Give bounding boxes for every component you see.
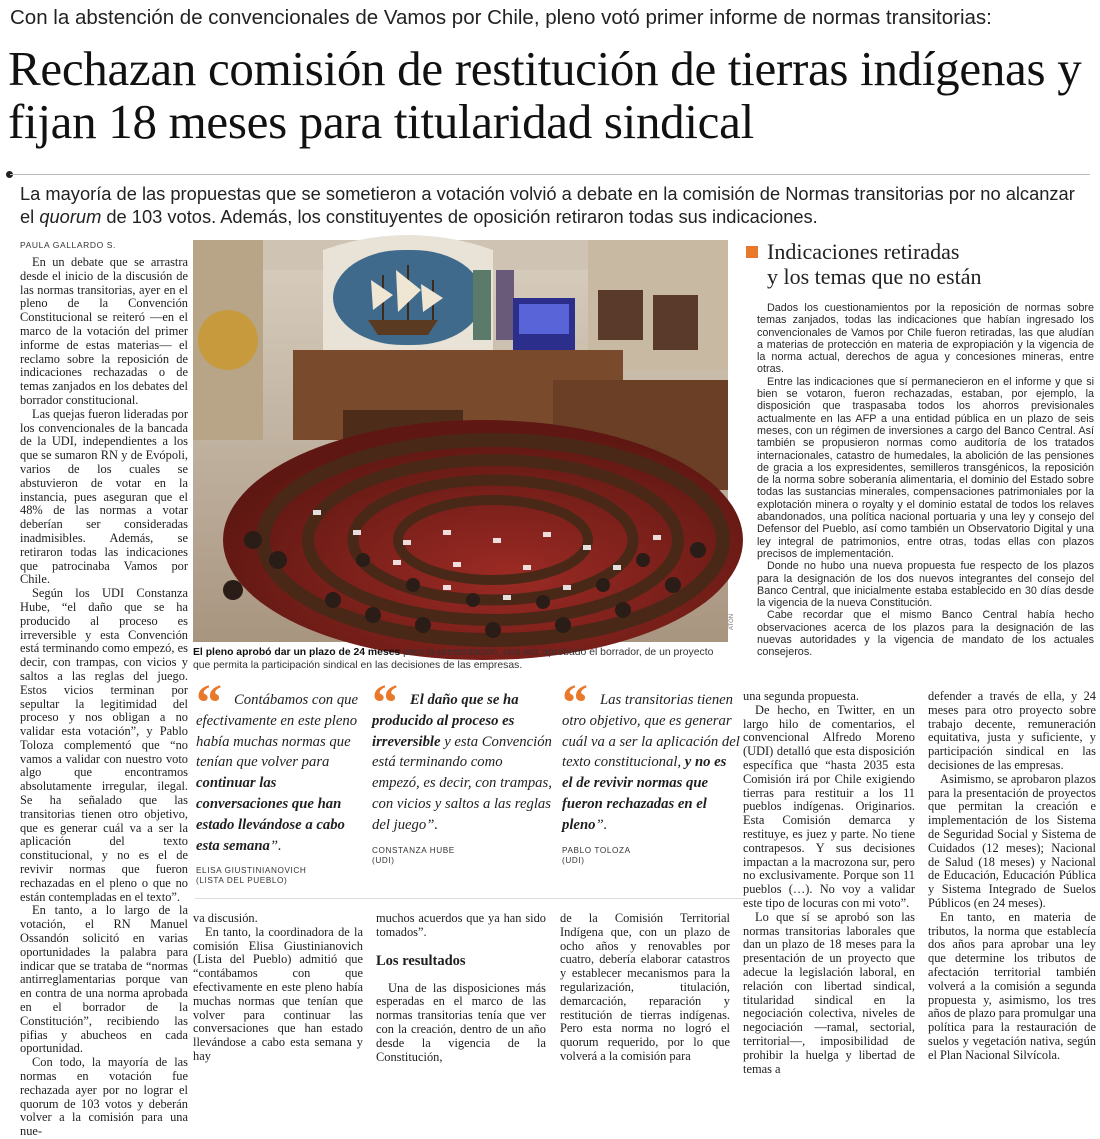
photo-caption (193, 646, 728, 672)
sidebar-paragraph: Dados los cuestionamientos por la reposición de normas sobre temas zanjados, todas las indicaciones que habían ingresado los convencionales de Vamos por Chile fueron retiradas, las que aludían a materias de protección en materia de expropiación y la vigencia de la norma actual, derechos de agua y concesiones mineras, entre otras. (757, 302, 1094, 376)
photo-credit: ATON (729, 613, 735, 630)
kicker: Con la abstención de convencionales de Vamos por Chile, pleno votó primer informe de normas transitorias: (10, 6, 992, 29)
quote-author: CONSTANZA HUBE (372, 845, 455, 855)
pull-quote (562, 675, 740, 866)
quote-text (562, 690, 740, 836)
body-paragraph: defender a través de ella, y 24 meses para otro proyecto sobre trabajo decente, remuneración equitativa, justa y suficiente, y participación sindical en las decisiones de las empresas. (928, 689, 1096, 772)
body-column-d (743, 689, 915, 1076)
left-paragraph: En un debate que se arrastra desde el inicio de la discusión de las normas transitorias, ayer en el pleno de la Convención Constitucional se reiteró —en el marco de la votación del primer informe de estas materias— el reclamo sobre la reposición de indicaciones rechazadas o de temas zanjados en los debates del borrador constitucional. (20, 255, 188, 407)
quote-bold: continuar las conversaciones que han estado llevándose a cabo esta semana (196, 775, 345, 854)
quote-author: ELISA GIUSTINIANOVICH (196, 866, 307, 876)
body-column-b (376, 912, 546, 1064)
byline: PAULA GALLARDO S. (20, 240, 117, 250)
caption-rest: para la presentación, una vez aprobado el borrador, de un proyecto que permita la participación sindical en las decisiones de las empresas. (193, 647, 714, 671)
body-paragraph: Lo que sí se aprobó son las normas transitorias laborales que dan un plazo de 18 meses para la presentación de un proyecto que adecue la legislación laboral, en relación con libertad sindical, titularidad sindical en la negociación colectiva, niveles de negociación —ramal, sectorial, territorial—, imposibilidad de prohibir la huelga y libertad de temas a (743, 909, 915, 1076)
chamber-photo (193, 240, 728, 642)
body-paragraph: muchos acuerdos que ya han sido tomados”. (376, 911, 546, 939)
sidebar-title-line2: y los temas que no están (767, 264, 982, 289)
sidebar-body (757, 302, 1094, 659)
standfirst-italic: quorum (39, 206, 102, 227)
quote-affiliation: (LISTA DEL PUEBLO) (196, 876, 288, 886)
quote-mark-icon: “ (372, 675, 390, 732)
body-paragraph: De hecho, en Twitter, en un largo hilo de comentarios, el convencional Alfredo Moreno (UDI) detalló que esta disposición específica que “hasta 2035 esta Comisión irá por Chile exigiendo tierras para restituir a los 11 pueblos indígenas. Originarios. Esta Comisión demarca y restituye, es juez y parte. No tiene contrapesos. Y sus decisiones impactan a la macrozona sur, pero no exclusivamente. Porque son 11 pueblos (…). No voy a validar este tipo de locuras con mi voto”. (743, 702, 915, 910)
sidebar-title-line1: Indicaciones retiradas (767, 239, 960, 264)
pull-quote (372, 675, 552, 866)
quote-mark-icon: “ (562, 675, 580, 732)
quote-author: PABLO TOLOZA (562, 845, 631, 855)
quote-text (196, 690, 366, 856)
quote-text (372, 690, 552, 836)
chamber-illustration (193, 240, 728, 642)
quote-affiliation: (UDI) (372, 855, 395, 865)
quote-plain: Contábamos con que efectivamente en este pleno había muchas normas que tenían que volver para (196, 692, 359, 771)
left-paragraph: Con todo, la mayoría de las normas en votación fue rechazada ayer por no lograr el quorum de 103 votos y deberán volver a la comisión para una nue- (20, 1055, 188, 1139)
quote-end: ”. (595, 816, 608, 833)
divider (10, 174, 1090, 175)
subheading: Los resultados (376, 952, 466, 969)
caption-bold: El pleno aprobó dar un plazo de 24 meses (193, 647, 401, 658)
standfirst (20, 182, 1090, 228)
quote-bold: El daño que se ha producido al proceso es irreversible (372, 692, 519, 750)
left-paragraph: Según los UDI Constanza Hube, “el daño que se ha producido al proceso es irreversible y esta Convención está terminando como empezó, es decir, con trampas, con vicios y saltos a las reglas del juego. Estos vicios terminan por sepultar la legitimidad del proceso y nos obligan a no validar esta votación”, y Pablo Toloza complementó que “no vamos a validar con nuestro voto algo que encontramos absolutamente irregular, ilegal. Se ha señalado que las transitorias tienen otro objetivo, que es generar cuál va a ser la aplicación del texto constitucional, y no es el de revivir normas que fueron rechazadas en el pleno o que no están contempladas en el texto”. (20, 586, 188, 904)
quote-end: ”. (269, 837, 282, 854)
quote-end: ”. (426, 816, 439, 833)
quote-plain: y esta Convención está terminando como empezó, es decir, con trampas, con vicios y saltos a las reglas del juego (372, 733, 552, 833)
headline: Rechazan comisión de restitución de tierras indígenas y fijan 18 meses para titularidad sindical (8, 41, 1082, 149)
body-paragraph: Asimismo, se aprobaron plazos para la presentación de proyectos que permitan la creación e implementación de los Sistema de Seguridad Social y Sistema de Cuidados (12 meses); Nacional de Salud (18 meses) y Nacional de Educación, Educación Pública y Sistema Integrado de Suelos Públicos (en 24 meses). (928, 771, 1096, 910)
pull-quote (196, 675, 366, 886)
quote-plain: Las transitorias tienen otro objetivo, que es generar cuál va a ser la aplicación del texto constitucional, (562, 692, 740, 771)
sidebar-paragraph: Cabe recordar que el mismo Banco Central había hecho observaciones acerca de los plazos para la designación de las nuevas autoridades y la vigencia de mandato de los actuales consejeros. (757, 609, 1094, 659)
sidebar-title (744, 239, 1094, 289)
quote-rule (195, 898, 745, 899)
left-paragraph: Las quejas fueron lideradas por los convencionales de la bancada de la UDI, independientes a los que se sumaron RN y de Evópoli, varios de los cuales se abstuvieron de votar en la instancia, pues aseguran que el 48% de las normas a votar deberían ser consideradas inadmisibles. Además, se retiraron todas las indicaciones que patrocinaba Vamos por Chile. (20, 406, 188, 587)
body-paragraph: En tanto, en materia de tributos, la norma que establecía dos años para aprobar una ley que determine los tributos de afectación territorial también volverá a la comisión a segunda propuesta y, asimismo, los tres años de plazo para promulgar una política para la restauración de suelos y vegetación nativa, según el Plan Nacional Silvícola. (928, 909, 1096, 1062)
quote-mark-icon: “ (196, 675, 214, 732)
body-paragraph: En tanto, la coordinadora de la comisión Elisa Giustinianovich (Lista del Pueblo) admitió que “contábamos con que efectivamente en este pleno había muchas normas que tenían que volver para continuar las conversaciones que han estado llevándose a cabo esta semana y hay (193, 924, 363, 1063)
quote-bold: y no es el de revivir normas que fueron rechazadas en el pleno (562, 754, 727, 833)
standfirst-part1: La mayoría de las propuestas que se sometieron a votación volvió a debate en la comisión de Normas transitorias por no alcanzar el (20, 183, 1075, 227)
body-paragraph: Una de las disposiciones más esperadas en el marco de las normas transitorias tenía que ver con la creación, dentro de un año desde la vigencia de la Constitución, (376, 980, 546, 1064)
left-column (20, 255, 188, 1139)
sidebar-paragraph: Donde no hubo una nueva propuesta fue respecto de los plazos para la designación de los dos nuevos integrantes del consejo del Banco Central, que inicialmente estaba establecido en 30 días desde la vigencia de la nueva Constitución. (757, 560, 1094, 610)
quote-affiliation: (UDI) (562, 855, 585, 865)
body-paragraph: va discusión. (193, 911, 258, 925)
left-paragraph: En tanto, a lo largo de la votación, el RN Manuel Ossandón solicitó en varias oportunidades la palabra para indicar que se trataba de “normas antirreglamentarias porque van en contra de una norma aprobada en el borrador de la Constitución”, recibiendo las pifias y abucheos en cada oportunidad. (20, 903, 188, 1056)
body-column-a (193, 912, 363, 1064)
body-paragraph: una segunda propuesta. (743, 689, 859, 703)
body-column-c (560, 912, 730, 1064)
body-column-e (928, 689, 1096, 1062)
sidebar-paragraph: Entre las indicaciones que sí permanecieron en el informe y que si bien se votaron, fueron rechazadas, estaban, por ejemplo, la disposición que traspasaba todos los ahorros previsionales actualmente en las AFP a una entidad pública en un plazo de seis meses, con un régimen de inversiones a cargo del Banco Central. Así también se propusieron normas como auditoría de los tratados internacionales, catastro de humedales, la abolición de las pensiones de gracia a los expresidentes, semilleros transgénicos, la reposición de la norma sobre soberanía alimentaria, el dominio del Estado sobre todas las sustancias minerales, compensaciones patrimoniales por la explotación minera o royalty y el dominio estatal de todos los relaves abandonados, una política nacional portuaria y una ley y consejo del Defensor del Pueblo, así como también un Observatorio Digital y una ley integral de patrimonios, entre otras, todas ellas con plazos precisos de implementación. (757, 375, 1094, 560)
standfirst-part2: de 103 votos. Además, los constituyentes de oposición retiraron todas sus indicaciones. (101, 206, 818, 227)
body-paragraph: de la Comisión Territorial Indígena que, con un plazo de ocho años y renovables por cuatro, debería elaborar catastros y establecer mecanismos para la regularización, titulación, demarcación, reparación y restitución de tierras indígenas. Pero esta norma no logró el quorum requerido, por lo que volverá a la comisión para (560, 911, 730, 1063)
